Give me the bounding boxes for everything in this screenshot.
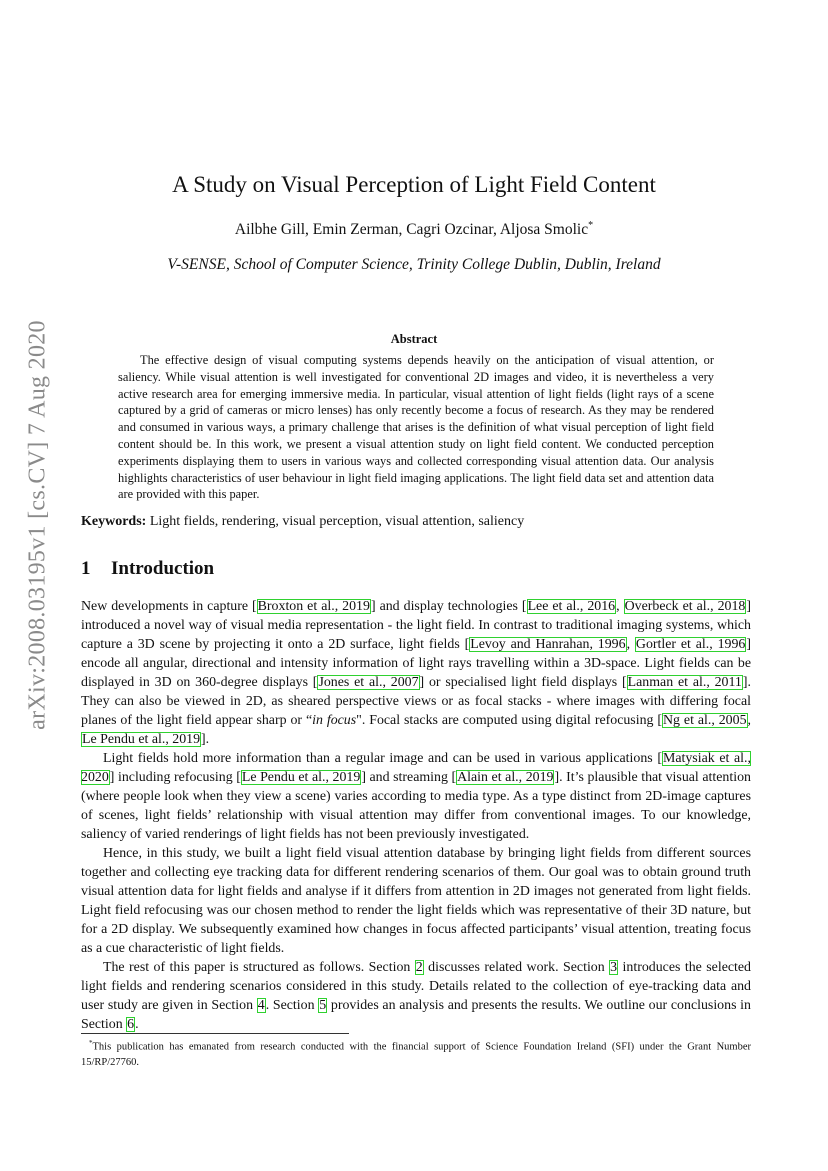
footnote xyxy=(81,1036,751,1070)
intro-paragraph-2 xyxy=(81,749,751,844)
citation-link[interactable]: Alain et al., 2019 xyxy=(457,770,554,785)
citation-link[interactable]: Levoy and Hanrahan, 1996 xyxy=(470,637,626,652)
section-ref-link[interactable]: 5 xyxy=(319,998,327,1013)
section-ref-link[interactable]: 3 xyxy=(610,960,618,975)
text-run: . Section xyxy=(265,998,319,1013)
text-run: ]. It’s plausible that visual attention (where people look when they view a scene) varies according to media type. As a type distinct from 2D-image captures of scenes, light fields’ relationship with visual attention may differ from conventional images. To our knowledge, saliency of varied renderings of light fields has not been previously investigated. xyxy=(81,770,751,842)
citation-link[interactable]: Broxton et al., 2019 xyxy=(257,599,370,614)
text-run: ] and streaming [ xyxy=(361,770,457,785)
arxiv-identifier: arXiv:2008.03195v1 [cs.CV] 7 Aug 2020 xyxy=(24,320,51,730)
intro-paragraph-1 xyxy=(81,597,751,749)
section-ref-link[interactable]: 6 xyxy=(127,1017,135,1032)
introduction-body xyxy=(81,597,751,1034)
section-ref-link[interactable]: 4 xyxy=(257,998,265,1013)
text-run: The rest of this paper is structured as follows. Section xyxy=(103,960,415,975)
citation-link[interactable]: Ng et al., 2005 xyxy=(663,713,747,728)
abstract-heading: Abstract xyxy=(390,332,438,346)
text-run: , xyxy=(616,599,624,614)
footnote-text: This publication has emanated from research conducted with the financial support of Science Foundation Ireland (SFI) under the Grant Number 15/RP/27760. xyxy=(81,1041,751,1068)
citation-link[interactable]: Le Pendu et al., 2019 xyxy=(241,770,361,785)
text-run: . xyxy=(135,1017,139,1032)
arxiv-stamp xyxy=(18,320,58,730)
citation-link[interactable]: Lanman et al., 2011 xyxy=(627,675,742,690)
keywords xyxy=(81,514,749,530)
intro-paragraph-4 xyxy=(81,958,751,1034)
affiliation: V-SENSE, School of Computer Science, Trinity College Dublin, Dublin, Ireland xyxy=(167,256,661,273)
citation-link[interactable]: Overbeck et al., 2018 xyxy=(624,599,746,614)
citation-link[interactable]: Le Pendu et al., 2019 xyxy=(82,732,201,747)
text-run: New developments in capture [ xyxy=(81,599,257,614)
section-ref-link[interactable]: 2 xyxy=(415,960,423,975)
section-title: Introduction xyxy=(111,558,215,579)
author-names: Ailbhe Gill, Emin Zerman, Cagri Ozcinar, Aljosa Smolic xyxy=(234,221,589,239)
section-heading xyxy=(81,558,214,580)
text-run: ] encode all angular, directional and intensity information of light rays travelling within a 3D-space. Light fields can be displayed in 3D on 360-degree displays [ xyxy=(81,637,751,690)
text-run: introduces the selected light fields and rendering scenarios considered in this study. Details related to the collection of eye-tracking data and user study are given in Section xyxy=(81,960,751,1013)
citation-link[interactable]: Lee et al., 2016 xyxy=(527,599,616,614)
text-run: ]. They can also be viewed in 2D, as sheared perspective views or as focal stacks - where images with differing focal planes of the light field appear sharp or “ xyxy=(81,675,751,728)
text-run: ] including refocusing [ xyxy=(109,770,241,785)
text-run: ] introduced a novel way of visual media representation - the light field. In contrast to traditional imaging systems, which capture a 3D scene by projecting it onto a 2D surface, light fields [ xyxy=(81,599,751,652)
footnote-rule xyxy=(81,1033,349,1034)
keywords-label: Keywords: xyxy=(81,514,147,529)
citation-link[interactable]: Gortler et al., 1996 xyxy=(635,637,746,652)
text-run: discusses related work. Section xyxy=(423,960,610,975)
author-list xyxy=(0,220,828,239)
citation-link[interactable]: Matysiak et al., 2020 xyxy=(81,751,751,785)
text-run: ] and display technologies [ xyxy=(370,599,527,614)
abstract-text: The effective design of visual computing systems depends heavily on the anticipation of visual attention, or saliency. While visual attention is well investigated for conventional 2D images and video, it is nevertheless a very active research area for emerging immersive media. In particular, visual attention of light fields (light rays of a scene captured by a grid of cameras or micro lenses) has only recently become a focus of research. As they may be rendered and consumed in various ways, a primary challenge that arises is the definition of what visual perception of light field content should be. In this work, we present a visual attention study on light field content. We conducted perception experiments displaying them to users in various ways and collected corresponding visual attention data. Our analysis highlights characteristics of user behaviour in light field imaging applications. The light field data set and attention data are provided with this paper. xyxy=(118,353,714,502)
emphasis: in focus xyxy=(312,713,357,728)
author-footnote-mark: * xyxy=(588,220,594,231)
section-number: 1 xyxy=(81,558,91,579)
text-run: Light fields hold more information than a regular image and can be used in various applications [ xyxy=(103,751,662,766)
text-run: , xyxy=(626,637,635,652)
intro-paragraph-3: Hence, in this study, we built a light field visual attention database by bringing light fields from different sources together and collecting eye tracking data for different rendering scenarios of them. Our goal was to obtain ground truth visual attention data for light fields and analyse if it differs from attention in 2D images not generated from light fields. Light field refocusing was our chosen method to render the light fields which was representative of their 3D nature, but for a 2D display. We subsequently examined how changes in focus affected participants’ visual attention, treating focus as a cue characteristic of light fields. xyxy=(81,846,751,956)
keywords-list: Light fields, rendering, visual perception, visual attention, saliency xyxy=(149,514,525,529)
text-run: ". Focal stacks are computed using digital refocusing [ xyxy=(356,713,663,728)
text-run: provides an analysis and presents the results. We outline our conclusions in Section xyxy=(81,998,751,1032)
text-run: ]. xyxy=(201,732,210,747)
paper-title: A Study on Visual Perception of Light Field Content xyxy=(172,172,656,197)
text-run: ] or specialised light field displays [ xyxy=(419,675,627,690)
footnote-mark: * xyxy=(89,1039,93,1047)
text-run: , xyxy=(747,713,751,728)
citation-link[interactable]: Jones et al., 2007 xyxy=(318,675,419,690)
